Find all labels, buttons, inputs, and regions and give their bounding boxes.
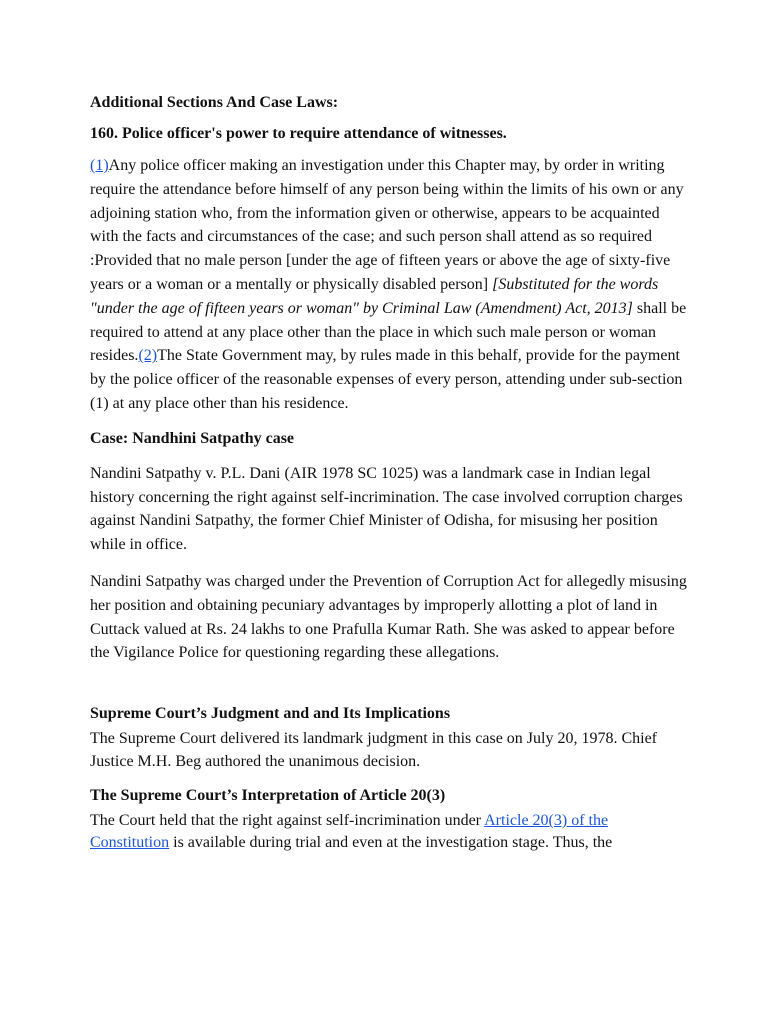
- interpretation-text-1: The Court held that the right against self-incrimination under: [90, 812, 485, 830]
- section-160-text-3: The State Government may, by rules made in this behalf, provide for the payment by the police officer of the reasonable expenses of every person, attending under sub-section (1) at any place other than his residence.: [90, 347, 683, 412]
- substitution-note: [Substituted for the words "under the age of fifteen years or woman" by Criminal Law (Amendment) Act, 2013]: [90, 275, 659, 317]
- judgment-paragraph: The Supreme Court delivered its landmark judgment in this case on July 20, 1978. Chief Justice M.H. Beg authored the unanimous decision.: [90, 730, 658, 771]
- heading-additional-sections: Additional Sections And Case Laws:: [90, 94, 339, 111]
- article-20-3-link-line-1: Article 20(3) of the: [484, 812, 609, 830]
- case-paragraph-1: Nandini Satpathy v. P.L. Dani (AIR 1978 SC 1025) was a landmark case in Indian legal history concerning the right against self-incrimination. The case involved corruption charges against Nandini Satpathy, the former Chief Minister of Odisha, for misusing her position while in office.: [90, 464, 683, 554]
- case-paragraph-2: Nandini Satpathy was charged under the Prevention of Corruption Act for allegedly misusing her position and obtaining pecuniary advantages by improperly allotting a plot of land in Cuttack valued at Rs. 24 lakhs to one Prafulla Kumar Rath. She was asked to appear before the Vigilance Police for questioning regarding these allegations.: [90, 572, 687, 662]
- case-heading: Case: Nandhini Satpathy case: [90, 429, 295, 447]
- document-page: [90, 92, 690, 854]
- section-160-text-2: shall be required to attend at any place other than the place in which such male person or woman resides.: [90, 299, 687, 365]
- judgment-heading: Supreme Court’s Judgment and and Its Implications: [90, 705, 451, 723]
- article-20-3-link-line-2: Constitution: [90, 834, 170, 852]
- interpretation-paragraph: [90, 810, 690, 854]
- subsection-1-link[interactable]: (1): [90, 157, 109, 174]
- interpretation-text-2: is available during trial and even at the investigation stage. Thus, the: [169, 834, 613, 852]
- subsection-2-link[interactable]: (2): [138, 347, 158, 365]
- section-160-text-1: Any police officer making an investigation under this Chapter may, by order in writing require the attendance before himself of any person being within the limits of his own or any adjoining station who, from the information given or otherwise, appears to be acquainted with the facts and circumstances of the case; and such person shall attend as so required :Provided that no male person [under the age of fifteen years or above the age of sixty-five years or a woman or a mentally or physically disabled person]: [90, 157, 684, 293]
- section-160-paragraph: [90, 154, 690, 416]
- section-160-title: 160. Police officer's power to require attendance of witnesses.: [90, 125, 507, 142]
- interpretation-heading: The Supreme Court’s Interpretation of Article 20(3): [90, 787, 446, 805]
